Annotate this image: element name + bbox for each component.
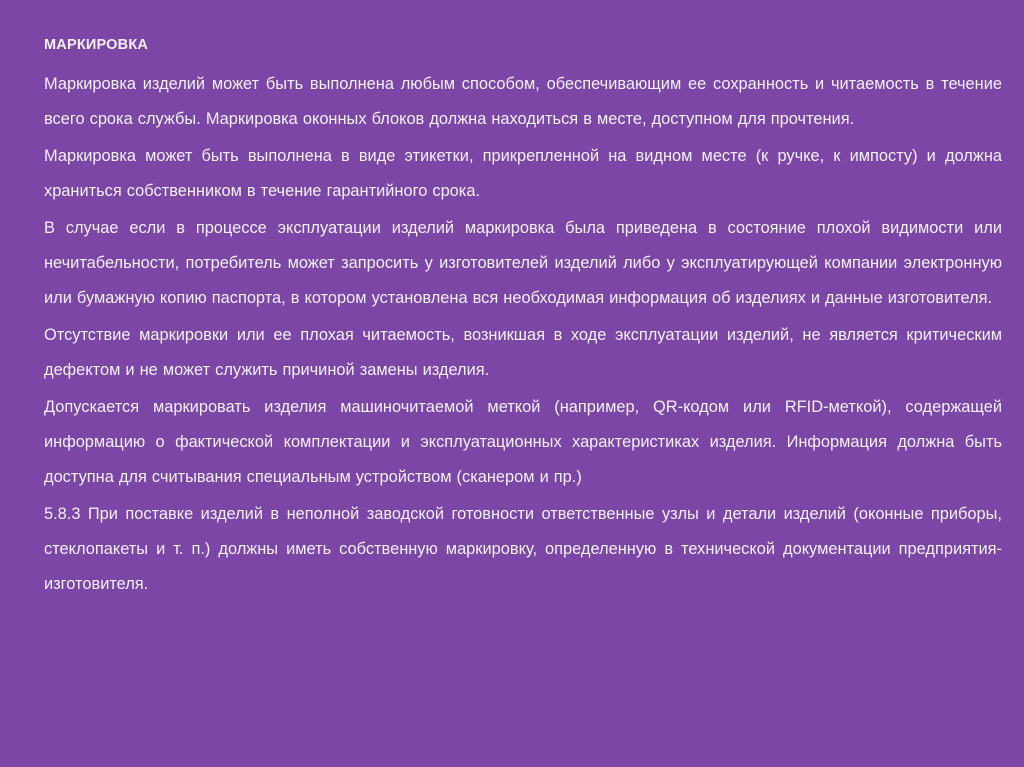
paragraph-poor-visibility: В случае если в процессе эксплуатации изделий маркировка была приведена в состояние плохой видимости или нечитабельности, потребитель может запросить у изготовителей изделий либо у эксплуатирующей компании электронную или бумажную копию паспорта, в котором установлена вся необходимая информация об изделиях и данные изготовителя.	[44, 218, 1002, 308]
paragraph-machine-readable-tag: Допускается маркировать изделия машиночитаемой меткой (например, QR-кодом или RFID-меткой), содержащей информацию о фактической комплектации и эксплуатационных характеристиках изделия. Информация должна быть доступна для считывания специальным устройством (сканером и пр.)	[44, 397, 1002, 487]
paragraph-label-option: Маркировка может быть выполнена в виде этикетки, прикрепленной на видном месте (к ручке, к импосту) и должна храниться собственником в течение гарантийного срока.	[44, 146, 1002, 201]
paragraph-not-critical-defect: Отсутствие маркировки или ее плохая читаемость, возникшая в ходе эксплуатации изделий, не является критическим дефектом и не может служить причиной замены изделия.	[44, 325, 1002, 380]
paragraph-clause-5-8-3: 5.8.3 При поставке изделий в неполной заводской готовности ответственные узлы и детали изделий (оконные приборы, стеклопакеты и т. п.) должны иметь собственную маркировку, определенную в технической документации предприятия-изготовителя.	[44, 504, 1002, 594]
section-heading: МАРКИРОВКА	[44, 37, 149, 53]
paragraph-marking-method: Маркировка изделий может быть выполнена любым способом, обеспечивающим ее сохранность и читаемость в течение всего срока службы. Маркировка оконных блоков должна находиться в месте, доступном для прочтения.	[44, 75, 1002, 129]
